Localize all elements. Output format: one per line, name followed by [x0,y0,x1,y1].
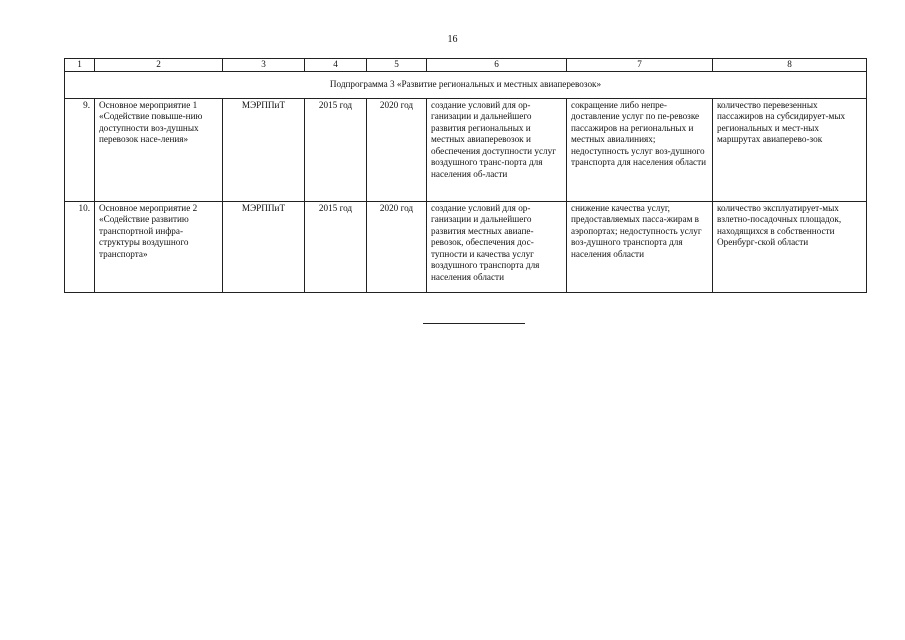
subprogram-title: Подпрограмма 3 «Развитие региональных и местных авиаперевозок» [65,71,867,98]
program-activities-table [64,58,867,293]
executor-cell: МЭРППиТ [223,98,305,201]
column-number-8: 8 [713,59,867,72]
start-year-cell: 2015 год [305,201,367,292]
expected-result-cell: создание условий для ор-ганизации и дальнейшего развития региональных и местных авиаперевозок и обеспечения доступности услуг воздушного транс-порта для населения об-ласти [427,98,567,201]
consequences-cell: снижение качества услуг, предоставляемых пасса-жирам в аэропортах; недоступность услуг воз-душного транспорта для населения области [567,201,713,292]
end-year-cell: 2020 год [367,201,427,292]
column-number-4: 4 [305,59,367,72]
executor-cell: МЭРППиТ [223,201,305,292]
page-number: 16 [447,34,458,45]
column-number-1: 1 [65,59,95,72]
section-end-divider [423,323,525,324]
expected-result-cell: создание условий для ор-ганизации и дальнейшего развития местных авиапе-ревозок, обеспечения дос-тупности и качества услуг воздушного транспорта для населения области [427,201,567,292]
row-number: 10. [65,201,95,292]
activity-cell: Основное мероприятие 1 «Содействие повыше-нию доступности воз-душных перевозок насе-ления» [95,98,223,201]
column-number-7: 7 [567,59,713,72]
column-number-5: 5 [367,59,427,72]
column-number-6: 6 [427,59,567,72]
table-row [65,98,867,201]
column-number-row [65,59,867,72]
indicator-cell: количество эксплуатирует-мых взлетно-посадочных площадок, находящихся в собственности Оренбург-ской области [713,201,867,292]
consequences-cell: сокращение либо непре-доставление услуг по пе-ревозке пассажиров на региональных и местных авиалиниях; недоступность услуг воз-душного транспорта для населения области [567,98,713,201]
column-number-2: 2 [95,59,223,72]
end-year-cell: 2020 год [367,98,427,201]
row-number: 9. [65,98,95,201]
start-year-cell: 2015 год [305,98,367,201]
table-row [65,201,867,292]
subprogram-row [65,71,867,98]
indicator-cell: количество перевезенных пассажиров на субсидирует-мых региональных и мест-ных маршрутах авиаперево-зок [713,98,867,201]
column-number-3: 3 [223,59,305,72]
activity-cell: Основное мероприятие 2 «Содействие развитию транспортной инфра-структуры воздушного транспорта» [95,201,223,292]
